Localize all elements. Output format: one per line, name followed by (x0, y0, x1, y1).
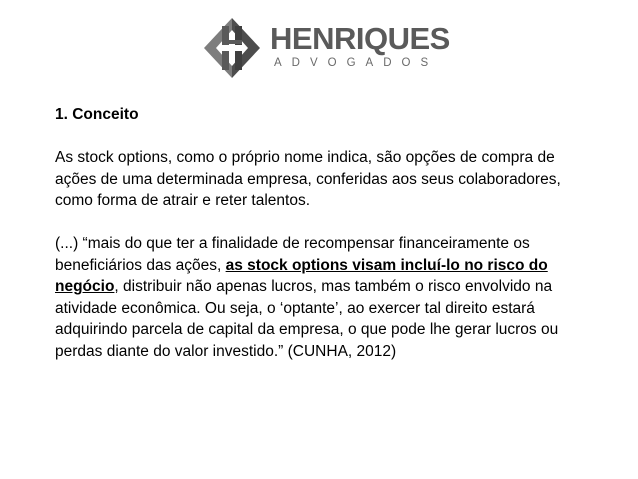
document-body (55, 104, 595, 384)
quote-paragraph (55, 233, 595, 362)
henriques-h-emblem-icon (200, 16, 264, 80)
logo-subtitle-text: ADVOGADOS (274, 57, 439, 69)
henriques-logo (200, 16, 450, 80)
quote-text-after: , distribuir não apenas lucros, mas também o risco envolvido na atividade econômica. Ou seja, o ‘optante’, ao exercer tal direito estará adquirindo parcela de capital da empresa, o que pode lhe gerar lucros ou perdas diante do valor investido.” (CUNHA, 2012) (55, 278, 559, 360)
quote-text-before: (...) “mais do que ter a finalidade de recompensar financeiramente os beneficiários das ações, (55, 235, 530, 274)
definition-paragraph: As stock options, como o próprio nome indica, são opções de compra de ações de uma determinada empresa, conferidas aos seus colaboradores, como forma de atrair e reter talentos. (55, 149, 561, 209)
section-heading: 1. Conceito (55, 106, 139, 123)
quote-highlight: as stock options visam incluí-lo no risco do negócio (55, 256, 548, 295)
logo-brand-text: HENRIQUES (270, 21, 450, 56)
